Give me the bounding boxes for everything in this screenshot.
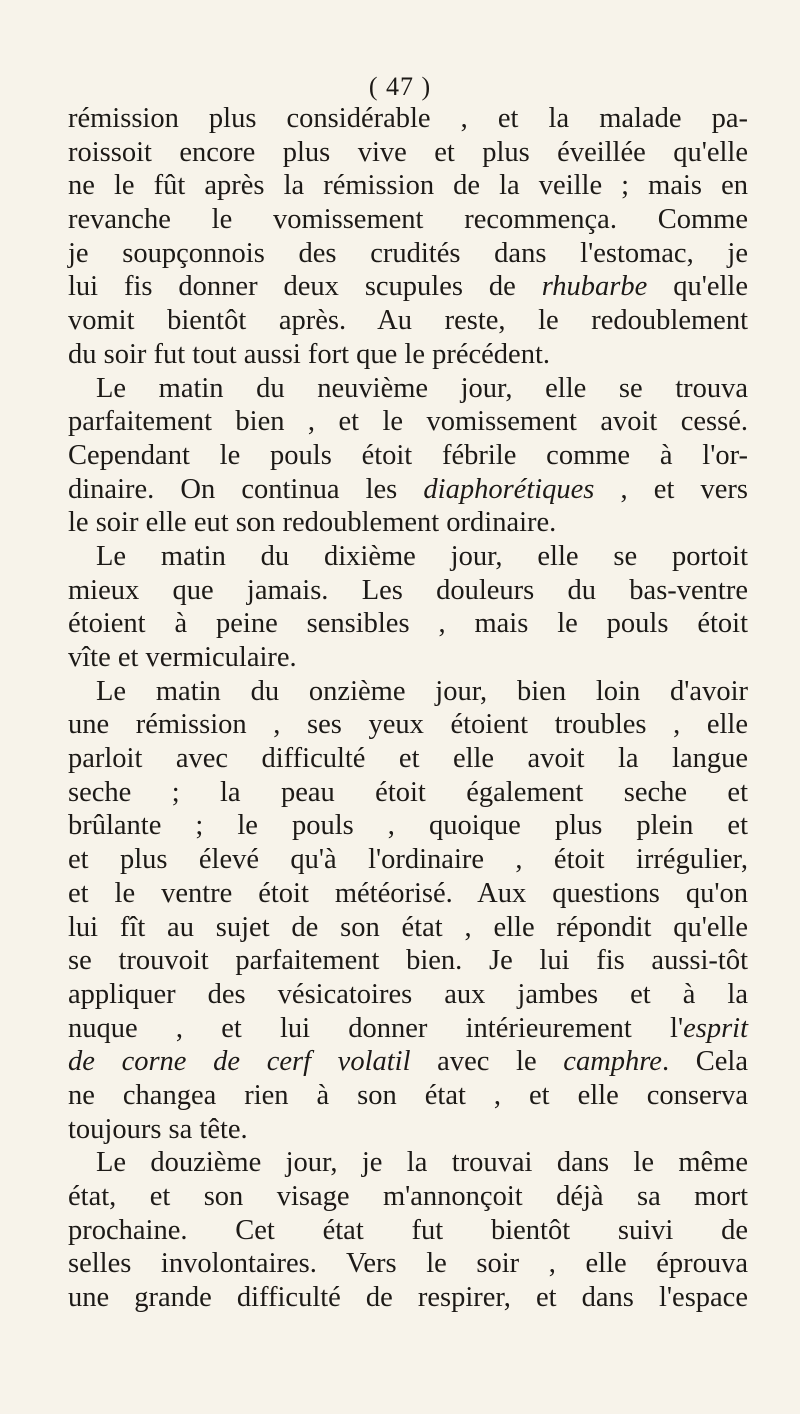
text-line: et plus élevé qu'à l'ordinaire , étoit irrégulier, — [68, 844, 748, 876]
page-number: ( 47 ) — [368, 72, 432, 101]
italic-term: diaphorétiques — [423, 473, 595, 505]
text-line: ne changea rien à son état , et elle conserva — [68, 1079, 748, 1111]
text-line: seche ; la peau étoit également seche et — [68, 776, 748, 808]
text-line: appliquer des vésicatoires aux jambes et à la — [68, 978, 748, 1010]
text-line: état, et son visage m'annonçoit déjà sa mort — [68, 1181, 748, 1212]
italic-term: esprit — [683, 1012, 748, 1044]
text-line: mieux que jamais. Les douleurs du bas-ventre — [68, 574, 748, 606]
text-line: Le matin du onzième jour, bien loin d'avoir — [96, 675, 748, 707]
text-line: Le matin du dixième jour, elle se portoit — [96, 540, 748, 572]
text-line: vomit bientôt après. Au reste, le redoublement — [68, 305, 748, 337]
text-line: nuque , et lui donner intérieurement l'esprit — [68, 1012, 748, 1044]
italic-term: de corne de cerf volatil — [68, 1046, 411, 1078]
text-line: une grande difficulté de respirer, et dans l'espace — [68, 1282, 748, 1314]
text-line: se trouvoit parfaitement bien. Je lui fis aussi-tôt — [68, 945, 748, 977]
text-line: du soir fut tout aussi fort que le précédent. — [68, 338, 550, 370]
text-line: Cependant le pouls étoit fébrile comme à l'or- — [68, 439, 748, 471]
text-line: lui fît au sujet de son état , elle répondit qu'elle — [68, 911, 748, 943]
text-line: rémission plus considérable , et la malade pa- — [68, 103, 748, 134]
text-line: je soupçonnois des crudités dans l'estomac, je — [68, 237, 748, 269]
text-line: parloit avec difficulté et elle avoit la langue — [68, 743, 748, 775]
body-text — [68, 102, 748, 1315]
text-line: selles involontaires. Vers le soir , elle éprouva — [68, 1248, 748, 1280]
text-line: dinaire. On continua les diaphorétiques , et vers — [68, 473, 748, 505]
text-line: et le ventre étoit météorisé. Aux questions qu'on — [68, 877, 748, 909]
text-line: revanche le vomissement recommença. Comme — [68, 204, 748, 236]
text-line: ne le fût après la rémission de la veille ; mais en — [68, 170, 748, 202]
text-line: Le douzième jour, je la trouvai dans le même — [96, 1147, 748, 1179]
italic-term: camphre — [563, 1046, 662, 1078]
text-line: brûlante ; le pouls , quoique plus plein et — [68, 810, 748, 842]
text-line: lui fis donner deux scupules de rhubarbe qu'elle — [68, 271, 748, 303]
text-line: étoient à peine sensibles , mais le pouls étoit — [68, 608, 748, 640]
text-line: prochaine. Cet état fut bientôt suivi de — [68, 1214, 748, 1246]
text-line: roissoit encore plus vive et plus éveillée qu'elle — [68, 136, 748, 168]
text-line: de corne de cerf volatil avec le camphre. Cela — [68, 1046, 748, 1078]
text-line: Le matin du neuvième jour, elle se trouva — [96, 372, 748, 404]
text-line: une rémission , ses yeux étoient troubles , elle — [68, 709, 748, 741]
italic-term: rhubarbe — [541, 271, 648, 303]
text-line: vîte et vermiculaire. — [68, 642, 297, 673]
text-line: le soir elle eut son redoublement ordinaire. — [68, 507, 557, 539]
text-line: toujours sa tête. — [68, 1113, 248, 1145]
text-line: parfaitement bien , et le vomissement avoit cessé. — [68, 406, 748, 438]
